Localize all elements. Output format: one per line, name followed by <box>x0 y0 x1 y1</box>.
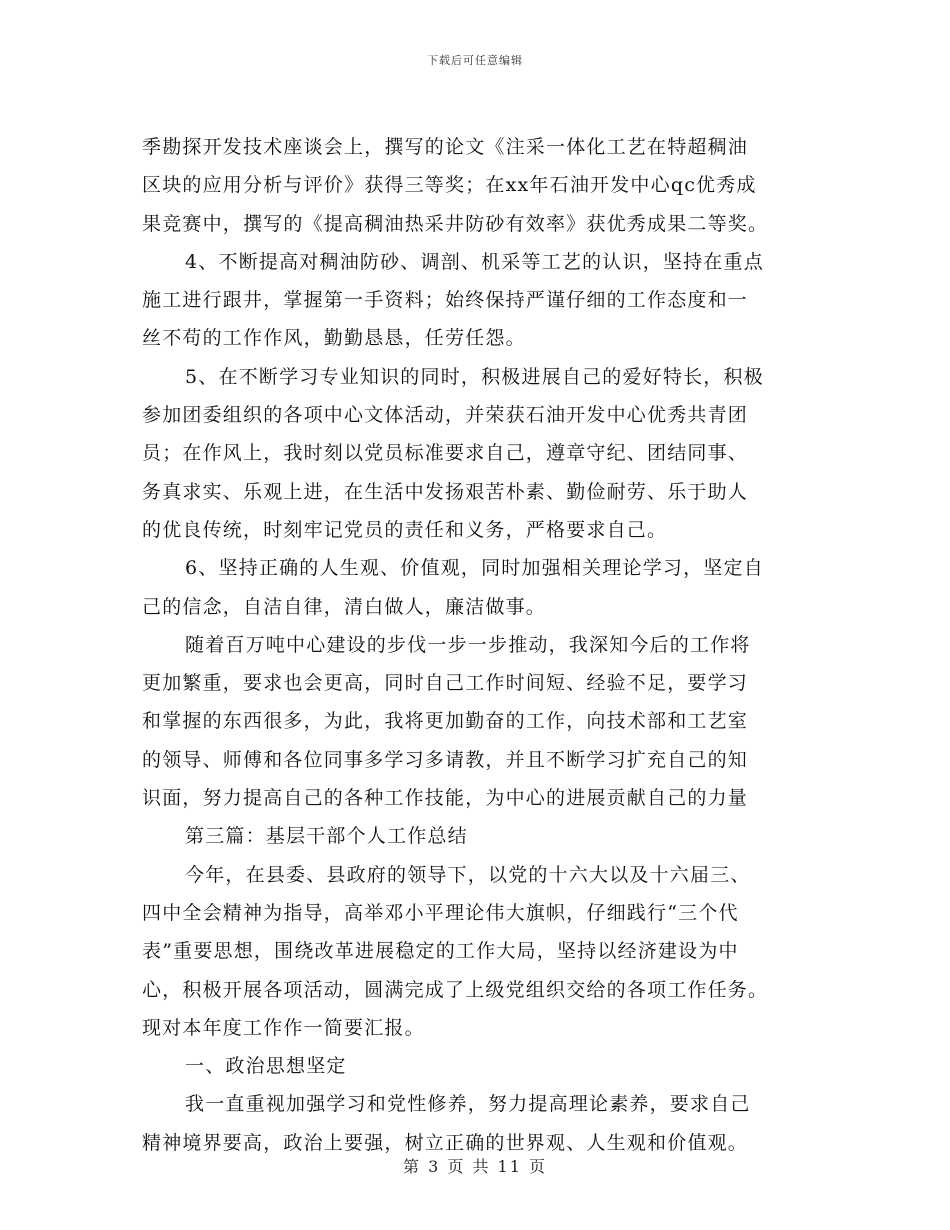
page-header: 下载后可任意编辑 <box>427 54 523 67</box>
text-line: 5、在不断学习专业知识的同时，积极进展自己的爱好特长，积极 <box>185 365 764 388</box>
text-line: 施工进行跟井，掌握第一手资料；始终保持严谨仔细的工作态度和一 <box>142 289 749 312</box>
text-line: 现对本年度工作作一简要汇报。 <box>142 1016 425 1039</box>
text-line: 随着百万吨中心建设的步伐一步一步推动，我深知今后的工作将 <box>185 633 751 656</box>
text-line: 表”重要思想，围绕改革进展稳定的工作大局，坚持以经济建设为中 <box>142 940 739 963</box>
text-line: 第三篇：基层干部个人工作总结 <box>185 825 468 848</box>
text-line: 四中全会精神为指导，高举邓小平理论伟大旗帜，仔细践行“三个代 <box>142 901 739 924</box>
document-body <box>142 128 812 1162</box>
text-line: 员；在作风上，我时刻以党员标准要求自己，遵章守纪、团结同事、 <box>142 442 749 465</box>
text-line: 果竞赛中，撰写的《提高稠油热采井防砂有效率》获优秀成果二等奖。 <box>142 212 769 235</box>
text-line: 务真求实、乐观上进，在生活中发扬艰苦朴素、勤俭耐劳、乐于助人 <box>142 480 749 503</box>
text-line: 更加繁重，要求也会更高，同时自己工作时间短、经验不足，要学习 <box>142 672 749 695</box>
text-line: 区块的应用分析与评价》获得三等奖；在xx年石油开发中心qc优秀成 <box>142 174 757 197</box>
text-line: 4、不断提高对稠油防砂、调剖、机采等工艺的认识，坚持在重点 <box>185 250 764 273</box>
text-line: 今年，在县委、县政府的领导下，以党的十六大以及十六届三、 <box>185 863 751 886</box>
text-line: 季勘探开发技术座谈会上，撰写的论文《注采一体化工艺在特超稠油 <box>142 136 749 158</box>
page-footer: 第 3 页 共 11 页 <box>403 1157 547 1176</box>
text-line: 的优良传统，时刻牢记党员的责任和义务，严格要求自己。 <box>142 518 668 541</box>
text-line: 心，积极开展各项活动，圆满完成了上级党组织交给的各项工作任务。 <box>142 978 769 1001</box>
text-line: 6、坚持正确的人生观、价值观，同时加强相关理论学习，坚定自 <box>185 557 764 580</box>
text-line: 和掌握的东西很多，为此，我将更加勤奋的工作，向技术部和工艺室 <box>142 710 749 733</box>
text-line: 的领导、师傅和各位同事多学习多请教，并且不断学习扩充自己的知 <box>142 748 749 771</box>
text-line: 识面，努力提高自己的各种工作技能，为中心的进展贡献自己的力量 <box>142 787 749 810</box>
text-line: 我一直重视加强学习和党性修养，努力提高理论素养，要求自己 <box>185 1093 751 1116</box>
text-line: 一、政治思想坚定 <box>185 1055 347 1078</box>
text-line: 丝不苟的工作作风，勤勤恳恳，任劳任怨。 <box>142 327 526 350</box>
text-line: 精神境界要高，政治上要强，树立正确的世界观、人生观和价值观。 <box>142 1131 749 1154</box>
text-line: 参加团委组织的各项中心文体活动，并荣获石油开发中心优秀共青团 <box>142 404 749 427</box>
text-line: 己的信念，自洁自律，清白做人，廉洁做事。 <box>142 595 547 618</box>
